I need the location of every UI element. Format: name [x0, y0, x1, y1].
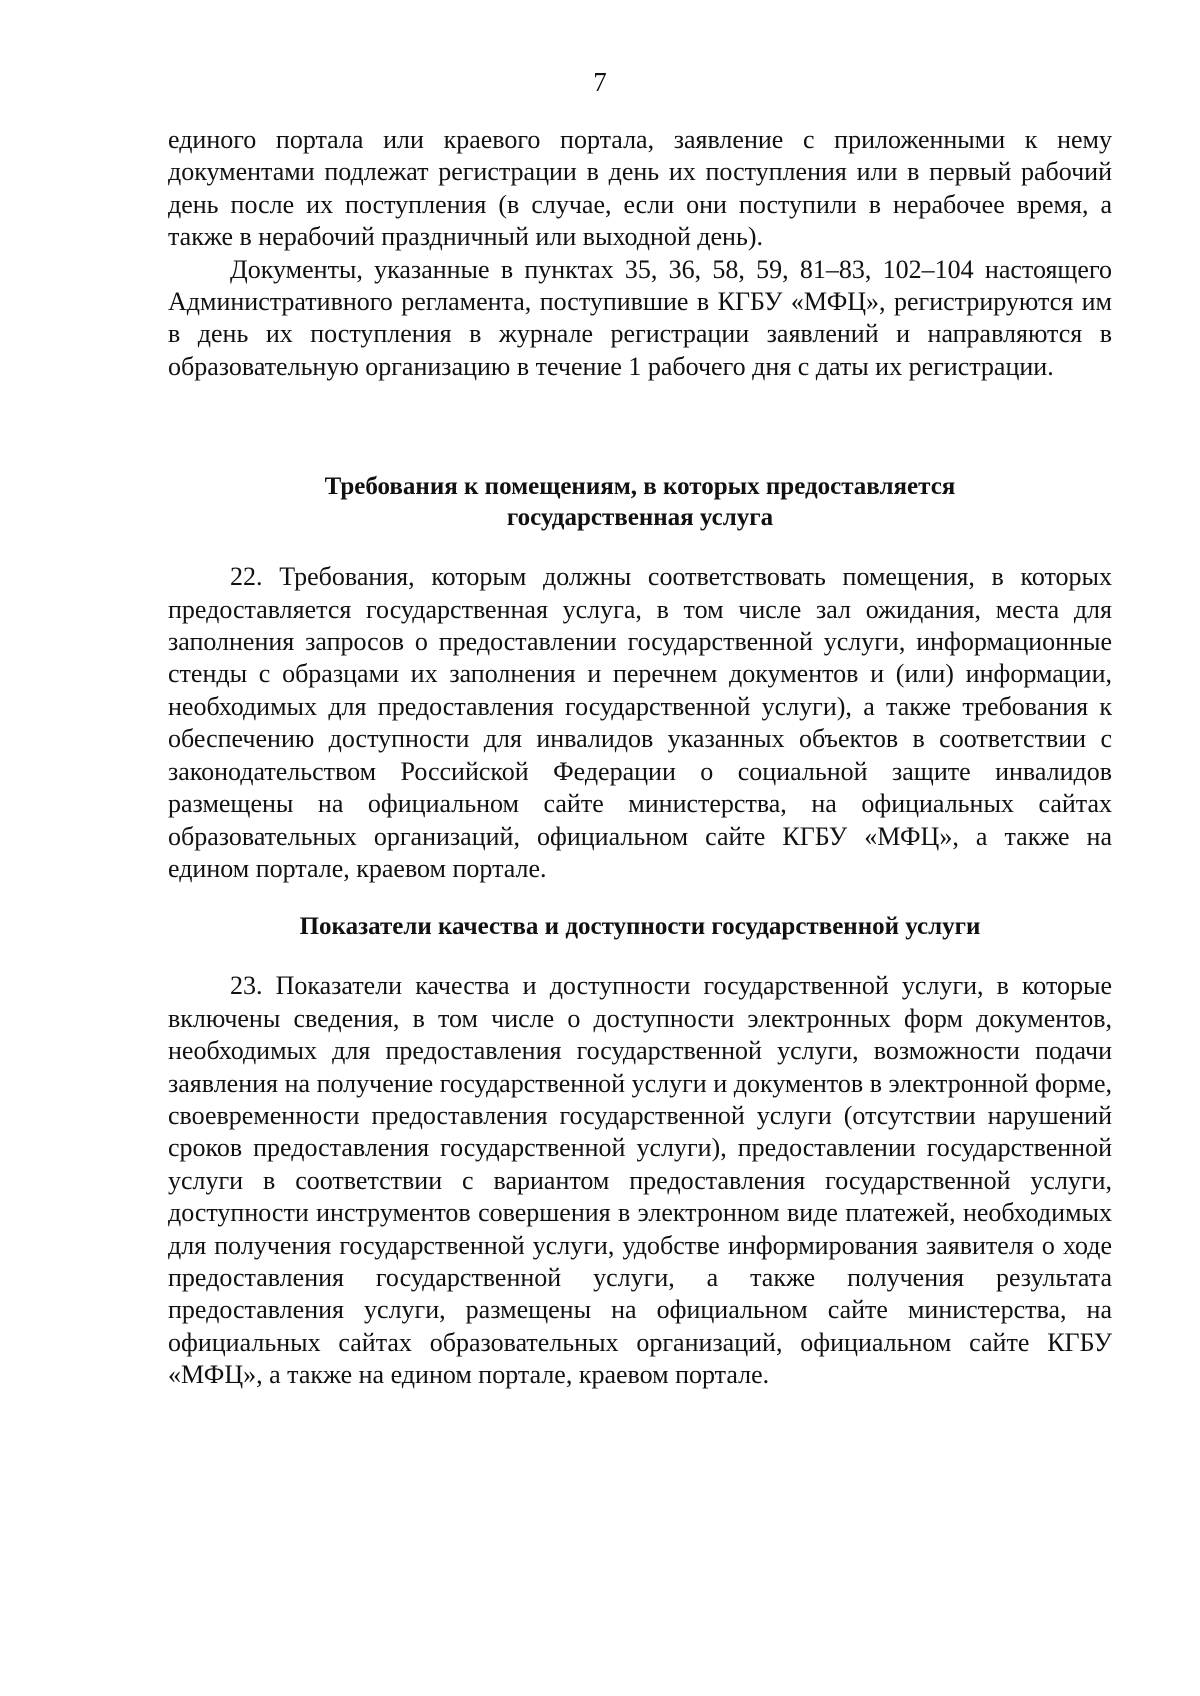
- paragraph-22: 22. Требования, которым должны соответствовать помещения, в которых предоставляется государственная услуга, в том числе зал ожидания, места для заполнения запросов о предоставлении государственной услуги, информационные стенды с образцами их заполнения и перечнем документов и (или) информации, необходимых для предоставления государственной услуги), а также требования к обеспечению доступности для инвалидов указанных объектов в соответствии с законодательством Российской Федерации о социальной защите инвалидов размещены на официальном сайте министерства, на официальных сайтах образовательных организаций, официальном сайте КГБУ «МФЦ», а также на едином портале, краевом портале.: [168, 562, 1112, 883]
- section-heading-line: Требования к помещениям, в которых предоставляется: [324, 473, 956, 501]
- section-heading-quality-indicators: [168, 911, 1112, 942]
- section-heading-line: Показатели качества и доступности государственной услуги: [299, 913, 981, 941]
- page-number: 7: [593, 67, 607, 97]
- section-heading-line: государственная услуга: [506, 504, 774, 532]
- section-heading-premises-requirements: [168, 471, 1112, 533]
- paragraph-23: 23. Показатели качества и доступности государственной услуги, в которые включены сведения, в том числе о доступности электронных форм документов, необходимых для предоставления государственной услуги, возможности подачи заявления на получение государственной услуги и документов в электронной форме, своевременности предоставления государственной услуги (отсутствии нарушений сроков предоставления государственной услуги), предоставлении государственной услуги в соответствии с вариантом предоставления государственной услуги, доступности инструментов совершения в электронном виде платежей, необходимых для получения государственной услуги, удобстве информирования заявителя о ходе предоставления государственной услуги, а также получения результата предоставления услуги, размещены на официальном сайте министерства, на официальных сайтах образовательных организаций, официальном сайте КГБУ «МФЦ», а также на едином портале, краевом портале.: [168, 971, 1112, 1390]
- document-body: [168, 124, 1112, 1392]
- paragraph-documents-registration: Документы, указанные в пунктах 35, 36, 58, 59, 81–83, 102–104 настоящего Административного регламента, поступившие в КГБУ «МФЦ», регистрируются им в день их поступления в журнале регистрации заявлений и направляются в образовательную организацию в течение 1 рабочего дня с даты их регистрации.: [168, 254, 1112, 381]
- paragraph-continuation: единого портала или краевого портала, заявление с приложенными к нему документами подлежат регистрации в день их поступления или в первый рабочий день после их поступления (в случае, если они поступили в нерабочее время, а также в нерабочий праздничный или выходной день).: [168, 125, 1112, 252]
